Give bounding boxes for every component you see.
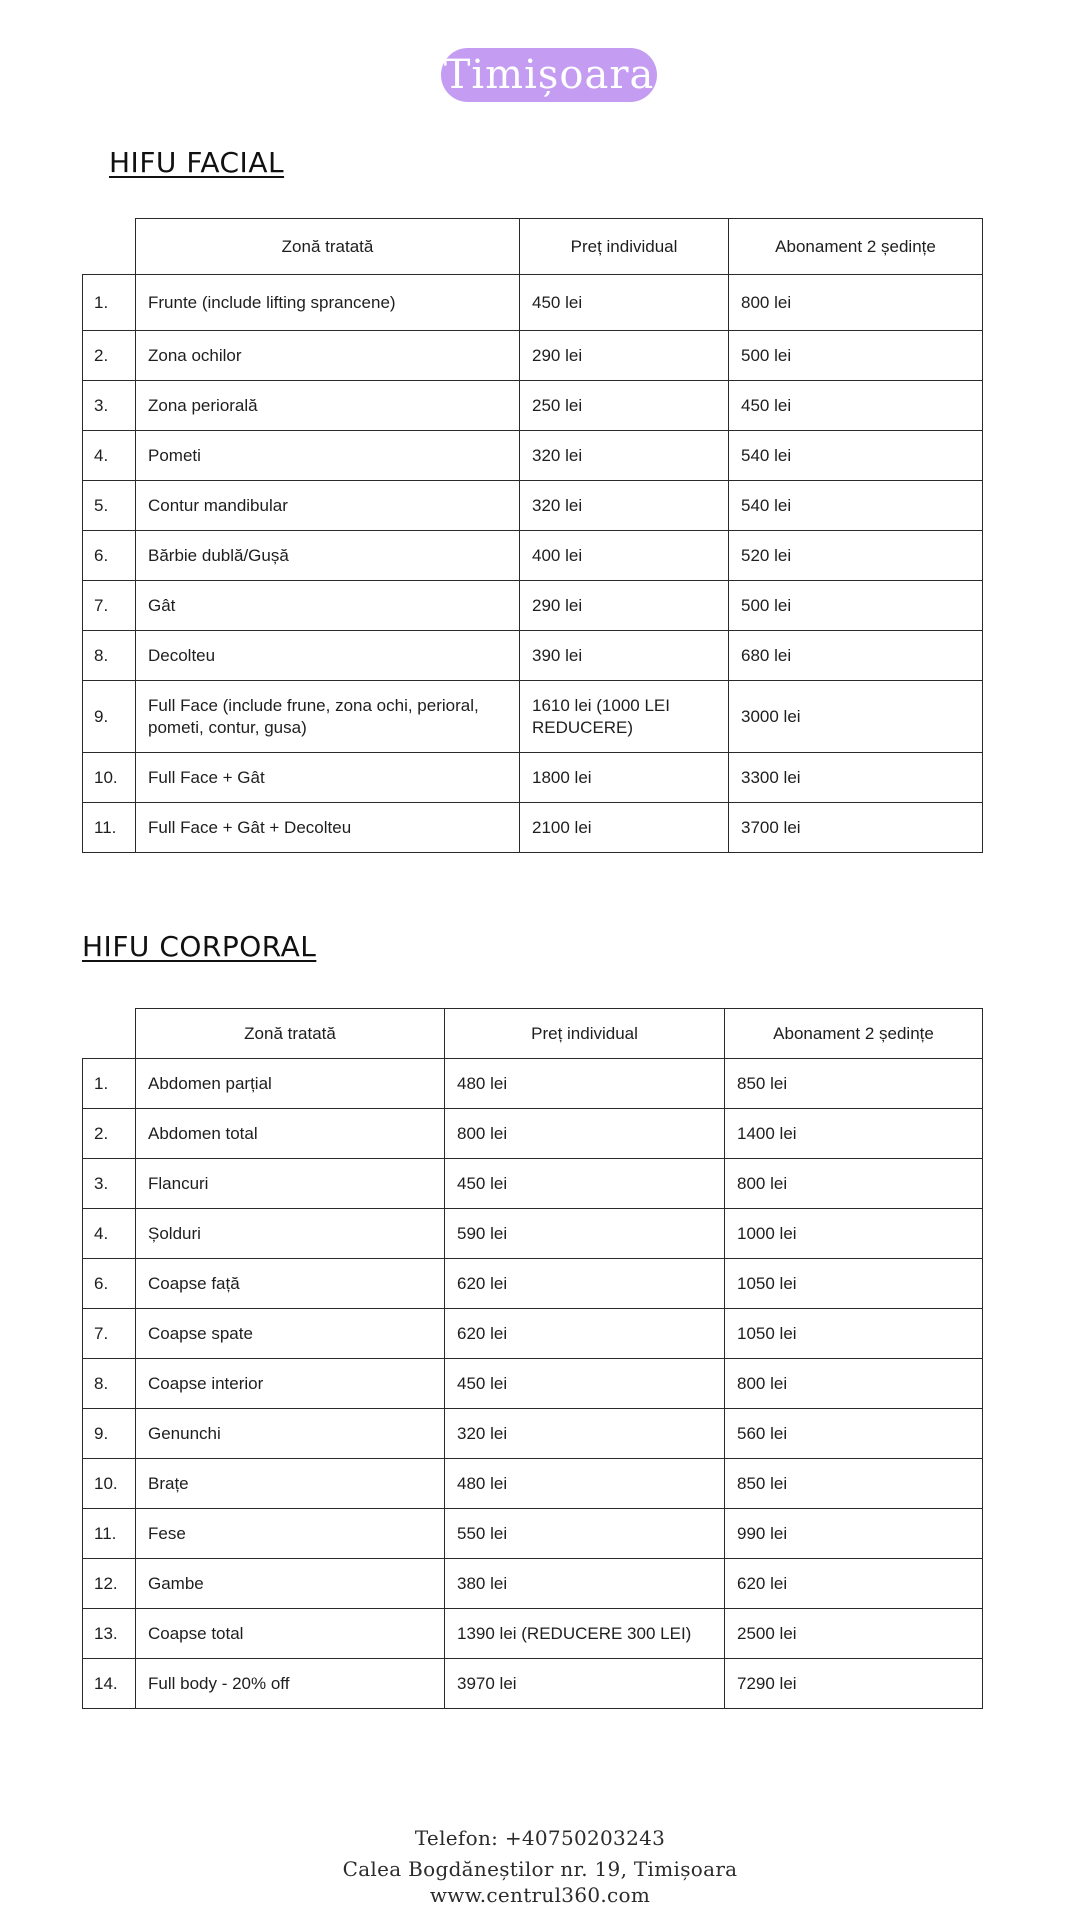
row-number: 10. bbox=[83, 753, 136, 803]
zone-cell: Coapse spate bbox=[136, 1309, 445, 1359]
footer-phone: Telefon: +40750203243 bbox=[414, 1826, 666, 1850]
zone-cell: Gât bbox=[136, 581, 520, 631]
row-number: 9. bbox=[83, 681, 136, 753]
facial-price-table bbox=[82, 218, 983, 853]
price-cell: 1390 lei (REDUCERE 300 LEI) bbox=[445, 1609, 725, 1659]
row-number: 14. bbox=[83, 1659, 136, 1709]
row-number: 6. bbox=[83, 531, 136, 581]
table-row bbox=[83, 803, 983, 853]
row-number: 2. bbox=[83, 1109, 136, 1159]
corporal-price-table bbox=[82, 1008, 983, 1709]
subscription-cell: 800 lei bbox=[725, 1159, 983, 1209]
row-number: 8. bbox=[83, 1359, 136, 1409]
zone-cell: Pometi bbox=[136, 431, 520, 481]
price-cell: 2100 lei bbox=[520, 803, 729, 853]
row-number: 12. bbox=[83, 1559, 136, 1609]
city-badge: Timișoara bbox=[441, 48, 657, 102]
corporal-table-header bbox=[83, 1009, 983, 1059]
subscription-cell: 1050 lei bbox=[725, 1309, 983, 1359]
subscription-cell: 540 lei bbox=[729, 431, 983, 481]
zone-cell: Gambe bbox=[136, 1559, 445, 1609]
price-cell: 800 lei bbox=[445, 1109, 725, 1159]
row-number: 13. bbox=[83, 1609, 136, 1659]
column-header-zone: Zonă tratată bbox=[136, 1009, 445, 1059]
row-number: 10. bbox=[83, 1459, 136, 1509]
row-number: 7. bbox=[83, 581, 136, 631]
subscription-cell: 620 lei bbox=[725, 1559, 983, 1609]
table-row bbox=[83, 1159, 983, 1209]
price-cell: 400 lei bbox=[520, 531, 729, 581]
row-number: 6. bbox=[83, 1259, 136, 1309]
table-row bbox=[83, 1459, 983, 1509]
subscription-cell: 3700 lei bbox=[729, 803, 983, 853]
row-number: 8. bbox=[83, 631, 136, 681]
subscription-cell: 2500 lei bbox=[725, 1609, 983, 1659]
column-header-subscription: Abonament 2 ședințe bbox=[725, 1009, 983, 1059]
zone-cell: Coapse interior bbox=[136, 1359, 445, 1409]
table-row bbox=[83, 753, 983, 803]
subscription-cell: 990 lei bbox=[725, 1509, 983, 1559]
price-cell: 620 lei bbox=[445, 1259, 725, 1309]
zone-cell: Full Face + Gât bbox=[136, 753, 520, 803]
table-row bbox=[83, 1059, 983, 1109]
subscription-cell: 520 lei bbox=[729, 531, 983, 581]
subscription-cell: 3300 lei bbox=[729, 753, 983, 803]
zone-cell: Frunte (include lifting sprancene) bbox=[136, 275, 520, 331]
column-header-price: Preț individual bbox=[520, 219, 729, 275]
facial-section-title: HIFU FACIAL bbox=[109, 146, 285, 179]
zone-cell: Flancuri bbox=[136, 1159, 445, 1209]
zone-cell: Abdomen total bbox=[136, 1109, 445, 1159]
price-cell: 320 lei bbox=[445, 1409, 725, 1459]
subscription-cell: 850 lei bbox=[725, 1459, 983, 1509]
table-row bbox=[83, 1409, 983, 1459]
zone-cell: Coapse față bbox=[136, 1259, 445, 1309]
price-cell: 480 lei bbox=[445, 1059, 725, 1109]
table-row bbox=[83, 1609, 983, 1659]
subscription-cell: 540 lei bbox=[729, 481, 983, 531]
subscription-cell: 7290 lei bbox=[725, 1659, 983, 1709]
price-cell: 450 lei bbox=[445, 1359, 725, 1409]
price-cell: 1800 lei bbox=[520, 753, 729, 803]
subscription-cell: 800 lei bbox=[729, 275, 983, 331]
zone-cell: Fese bbox=[136, 1509, 445, 1559]
table-row bbox=[83, 531, 983, 581]
facial-table-header bbox=[83, 219, 983, 275]
table-row bbox=[83, 431, 983, 481]
price-cell: 480 lei bbox=[445, 1459, 725, 1509]
column-header-subscription: Abonament 2 ședințe bbox=[729, 219, 983, 275]
row-number: 4. bbox=[83, 1209, 136, 1259]
price-cell: 390 lei bbox=[520, 631, 729, 681]
zone-cell: Zona periorală bbox=[136, 381, 520, 431]
row-number: 3. bbox=[83, 1159, 136, 1209]
row-number: 2. bbox=[83, 331, 136, 381]
zone-cell: Șolduri bbox=[136, 1209, 445, 1259]
table-row bbox=[83, 1259, 983, 1309]
price-cell: 250 lei bbox=[520, 381, 729, 431]
table-row bbox=[83, 1509, 983, 1559]
table-row bbox=[83, 275, 983, 331]
price-cell: 3970 lei bbox=[445, 1659, 725, 1709]
table-row bbox=[83, 1309, 983, 1359]
subscription-cell: 500 lei bbox=[729, 581, 983, 631]
price-cell: 290 lei bbox=[520, 331, 729, 381]
column-header-zone: Zonă tratată bbox=[136, 219, 520, 275]
subscription-cell: 450 lei bbox=[729, 381, 983, 431]
price-cell: 620 lei bbox=[445, 1309, 725, 1359]
subscription-cell: 800 lei bbox=[725, 1359, 983, 1409]
subscription-cell: 850 lei bbox=[725, 1059, 983, 1109]
footer-address: Calea Bogdăneștilor nr. 19, Timișoara bbox=[342, 1857, 738, 1881]
zone-cell: Genunchi bbox=[136, 1409, 445, 1459]
price-cell: 450 lei bbox=[445, 1159, 725, 1209]
table-row bbox=[83, 1559, 983, 1609]
subscription-cell: 1000 lei bbox=[725, 1209, 983, 1259]
table-row bbox=[83, 1209, 983, 1259]
row-number: 4. bbox=[83, 431, 136, 481]
subscription-cell: 1400 lei bbox=[725, 1109, 983, 1159]
price-cell: 320 lei bbox=[520, 431, 729, 481]
zone-cell: Zona ochilor bbox=[136, 331, 520, 381]
row-number: 7. bbox=[83, 1309, 136, 1359]
footer-website: www.centrul360.com bbox=[429, 1883, 651, 1907]
subscription-cell: 3000 lei bbox=[729, 681, 983, 753]
row-number: 11. bbox=[83, 803, 136, 853]
zone-cell: Decolteu bbox=[136, 631, 520, 681]
table-row bbox=[83, 1359, 983, 1409]
table-row bbox=[83, 581, 983, 631]
zone-cell: Contur mandibular bbox=[136, 481, 520, 531]
price-cell: 290 lei bbox=[520, 581, 729, 631]
table-row bbox=[83, 481, 983, 531]
subscription-cell: 1050 lei bbox=[725, 1259, 983, 1309]
row-number: 1. bbox=[83, 1059, 136, 1109]
column-header-price: Preț individual bbox=[445, 1009, 725, 1059]
price-cell: 590 lei bbox=[445, 1209, 725, 1259]
header-blank-cell bbox=[83, 219, 136, 275]
zone-cell: Bărbie dublă/Gușă bbox=[136, 531, 520, 581]
table-row bbox=[83, 1659, 983, 1709]
row-number: 1. bbox=[83, 275, 136, 331]
price-cell: 1610 lei (1000 LEI REDUCERE) bbox=[520, 681, 729, 753]
header-blank-cell bbox=[83, 1009, 136, 1059]
price-cell: 550 lei bbox=[445, 1509, 725, 1559]
row-number: 5. bbox=[83, 481, 136, 531]
subscription-cell: 680 lei bbox=[729, 631, 983, 681]
zone-cell: Brațe bbox=[136, 1459, 445, 1509]
table-row bbox=[83, 631, 983, 681]
price-cell: 450 lei bbox=[520, 275, 729, 331]
table-row bbox=[83, 331, 983, 381]
table-row bbox=[83, 1109, 983, 1159]
zone-cell: Full body - 20% off bbox=[136, 1659, 445, 1709]
zone-cell: Full Face (include frune, zona ochi, perioral, pometi, contur, gusa) bbox=[136, 681, 520, 753]
zone-cell: Coapse total bbox=[136, 1609, 445, 1659]
subscription-cell: 560 lei bbox=[725, 1409, 983, 1459]
subscription-cell: 500 lei bbox=[729, 331, 983, 381]
corporal-section-title: HIFU CORPORAL bbox=[82, 930, 317, 963]
price-cell: 320 lei bbox=[520, 481, 729, 531]
row-number: 3. bbox=[83, 381, 136, 431]
zone-cell: Abdomen parțial bbox=[136, 1059, 445, 1109]
row-number: 11. bbox=[83, 1509, 136, 1559]
table-row bbox=[83, 381, 983, 431]
zone-cell: Full Face + Gât + Decolteu bbox=[136, 803, 520, 853]
table-row bbox=[83, 681, 983, 753]
price-cell: 380 lei bbox=[445, 1559, 725, 1609]
row-number: 9. bbox=[83, 1409, 136, 1459]
